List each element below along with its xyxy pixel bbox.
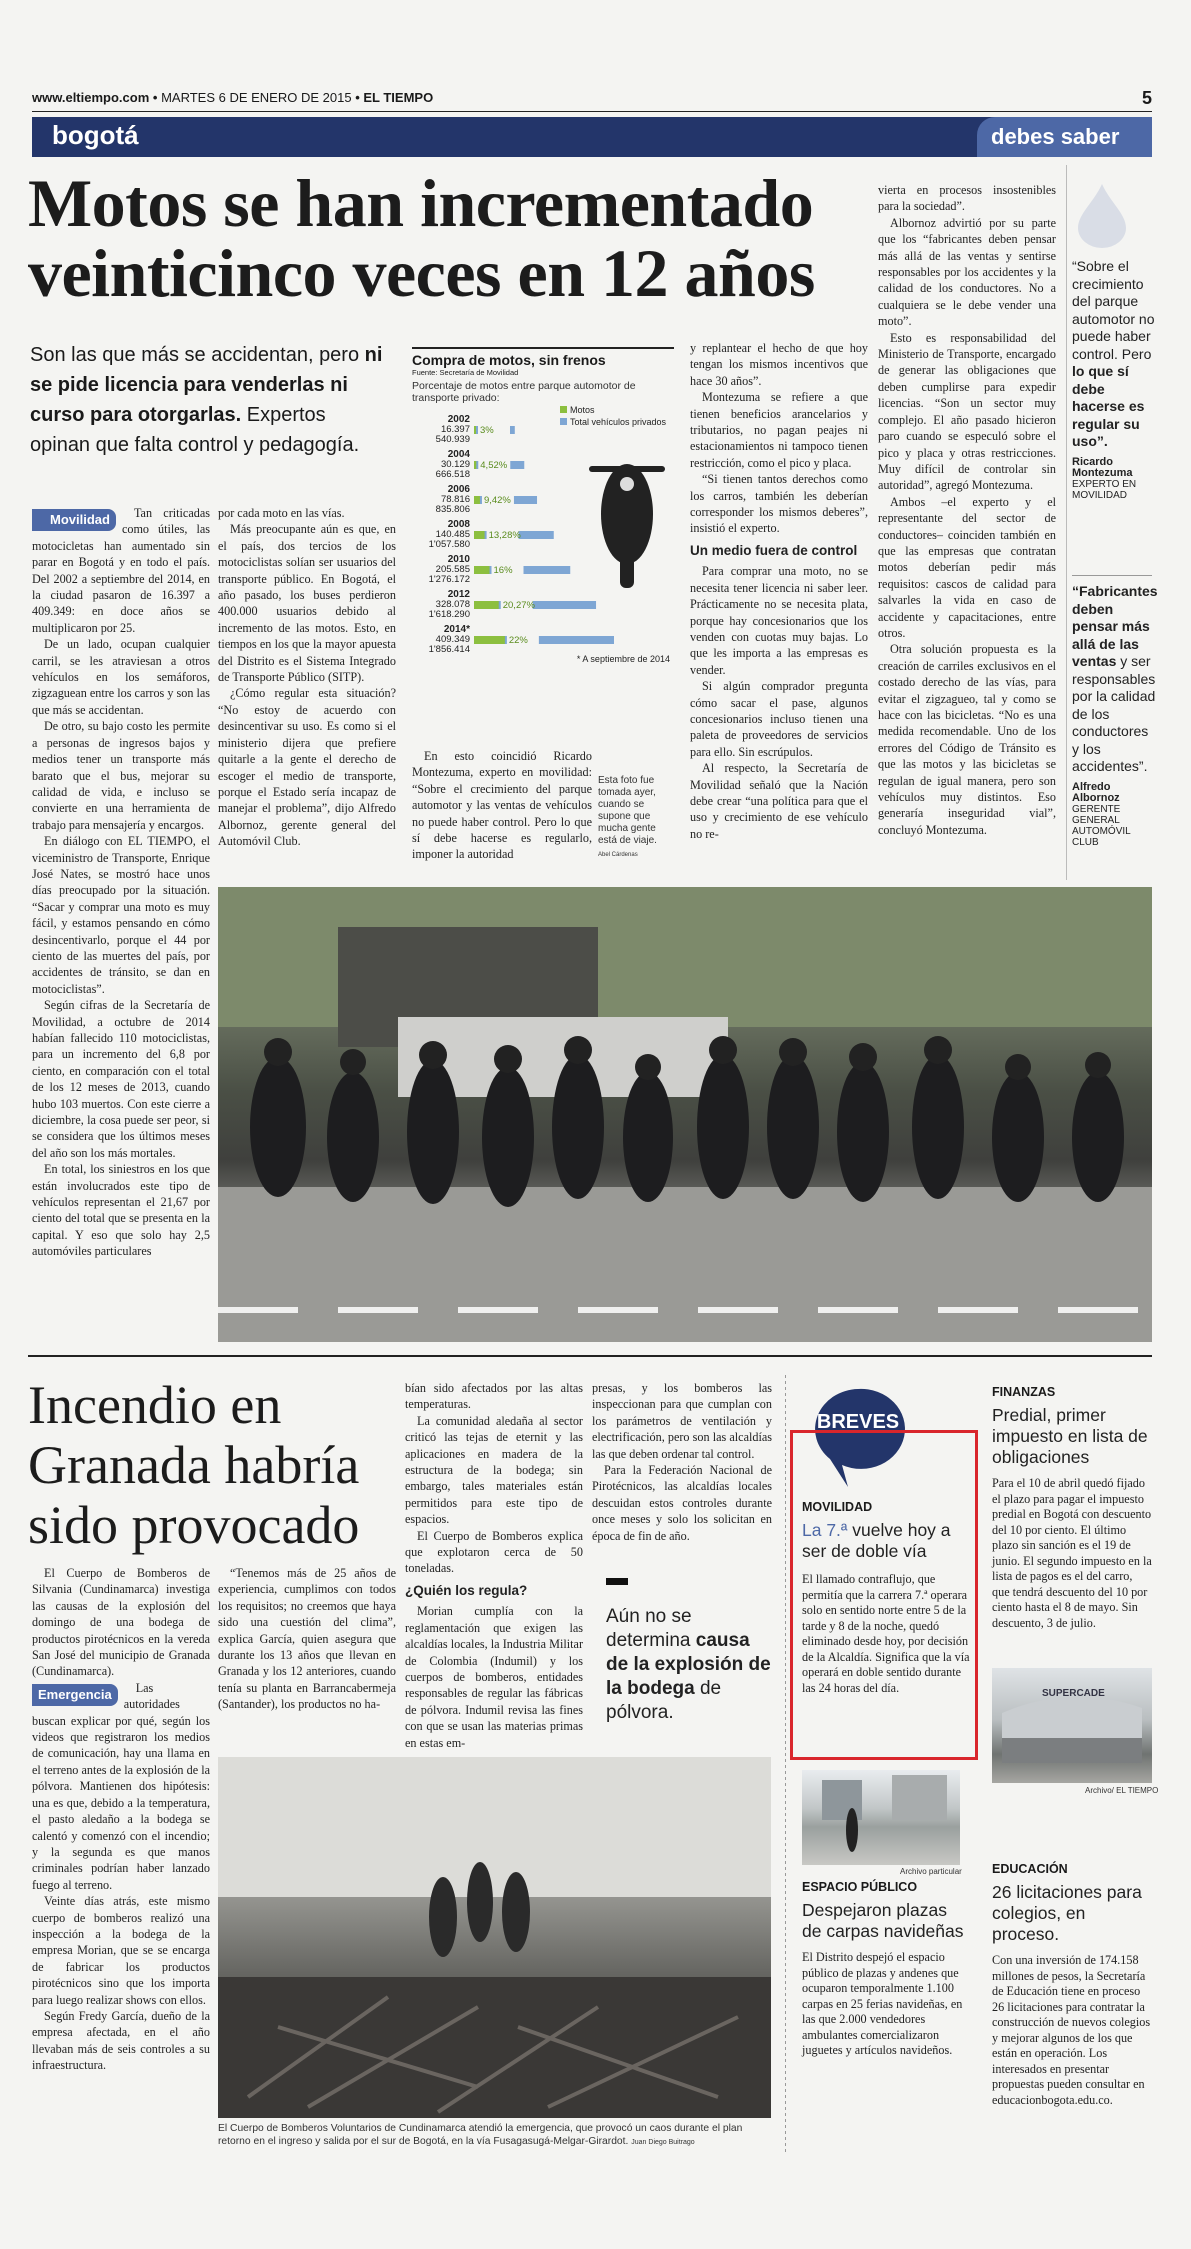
- pull-quote-mark: [606, 1578, 628, 1585]
- brief-educacion: [992, 1862, 1152, 2108]
- section-band: [32, 117, 1152, 157]
- paragraph: Si algún comprador pregunta cómo sacar el pase, algunos concesionarios incluso tienen una paleta de proveedores de servicios para ello. Sin escrúpulos.: [690, 679, 868, 759]
- pull-part: Aún no se determina: [606, 1606, 696, 1651]
- sidebar-quote-2: [1072, 583, 1157, 848]
- category-label: 2010: [447, 554, 470, 565]
- story2-column-1: [32, 1565, 210, 2074]
- emergencia-tag: Emergencia: [32, 1684, 118, 1706]
- legend-swatch-total: [560, 418, 567, 425]
- paragraph: El Cuerpo de Bomberos de Silvania (Cundinamarca) investiga las causas de la explosión del domingo de una bodega de productos pirotécnicos en la vereda San José del municipio de Granada (Cundinamarca).: [32, 1566, 210, 1679]
- paragraph: En esto coincidió Ricardo Montezuma, experto en movilidad: “Sobre el crecimiento del parque automotor y las ventas de vehículos no puede haber control. Pero lo que sí debe hacerse es regularlo, imponer la autoridad: [412, 749, 592, 862]
- paragraph: La comunidad aledaña al sector criticó las tejas de eternit y las aplicaciones en madera de la estructura de la bodega; sin embargo, tales materiales están permitidos para este tipo de espacios.: [405, 1413, 583, 1527]
- percent-label: 16%: [493, 565, 513, 576]
- brief-body: Con una inversión de 174.158 millones de pesos, la Secretaría de Educación tiene en proceso 26 licitaciones para contratar la construcción de nuevos colegios y mejorar algunos de los que están en operación. Los interesados en presentar propuestas pueden consultar en educacionbogota.edu.co.: [992, 1953, 1151, 2107]
- brief-body: Para el 10 de abril quedó fijado el plazo para pagar el impuesto predial en Bogotá con descuento del 10 por ciento. El último plazo sin sanción es el 19 de junio. El segundo impuesto en la lista de pagos es el del carro, que tendrá descuento del 10 por ciento hasta el 8 de mayo. Sin descuento, 3 de julio.: [992, 1476, 1152, 1630]
- brief-headline: 26 licitaciones para colegios, en proceso.: [992, 1882, 1142, 1944]
- pull-bold: causa de la explosión de la bodega: [606, 1630, 771, 1699]
- divider: [1072, 575, 1152, 576]
- issue-date: MARTES 6 DE ENERO DE 2015: [161, 90, 352, 105]
- brief-kicker: FINANZAS: [992, 1385, 1056, 1399]
- motos-bar: [474, 636, 505, 644]
- quote-bold: lo que sí debe hacerse es regular su uso”.: [1072, 363, 1145, 449]
- breves-label: BREVES: [816, 1411, 900, 1433]
- motos-value-label: 16.397: [440, 424, 470, 435]
- brief-kicker: ESPACIO PÚBLICO: [802, 1880, 918, 1894]
- motos-value-label: 78.816: [440, 494, 470, 505]
- supercade-sign: SUPERCADE: [1042, 1688, 1105, 1699]
- subheading: Un medio fuera de control: [690, 542, 858, 558]
- paragraph: Según cifras de la Secretaría de Movilidad, a octubre de 2014 habían fallecido 110 motociclistas, para un incremento del 6,8 por ciento, en comparación con el total de los 12 meses de 2013, cuando hubo 103 muertos. Con este cierre a diciembre, la cosa puede ser peor, si se considera que los últimos meses del año son los más mortales.: [32, 998, 210, 1160]
- total-value-label: 835.806: [435, 504, 470, 515]
- brief-headline: Predial, primer impuesto en lista de obligaciones: [992, 1405, 1148, 1467]
- paragraph: Ambos –el experto y el representante del sector de conductores– coinciden también en que las empresas que contratan motos deberían pedir más requisitos: cascos de calidad para salvarles la vida en caso de accidente y capacitaciones, entre otros.: [878, 494, 1056, 640]
- author-name: Alfredo Albornoz: [1072, 780, 1120, 804]
- chart-source: Fuente: Secretaría de Movilidad: [412, 368, 519, 377]
- paragraph: Según Fredy García, dueño de la empresa afectada, en el año llevaban más de seis controles a su infraestructura.: [32, 2008, 210, 2073]
- brief-headline: Despejaron plazas de carpas navideñas: [802, 1900, 964, 1941]
- chart-plot: [412, 404, 674, 734]
- percent-label: 13,28%: [488, 530, 521, 541]
- motorcyclists-photo: [218, 887, 1152, 1342]
- main-column-2: [218, 505, 396, 850]
- paragraph: “Si tienen tantos derechos como los carros, también les deberían corresponder los mismos deberes”, insistió el experto.: [690, 472, 868, 536]
- story2-pull-quote: [606, 1605, 771, 1725]
- column-rule: [1066, 165, 1067, 880]
- sidebar-quote-1: [1072, 258, 1157, 501]
- motos-bar: [474, 426, 476, 434]
- paragraph: bían sido afectados por las altas temperaturas.: [405, 1381, 583, 1412]
- paragraph: y replantear el hecho de que hoy tengan los mismos incentivos que hace 30 años”.: [690, 341, 868, 388]
- legend-swatch-motos: [560, 406, 567, 413]
- main-headline: Motos se han incrementado veinticinco veces en 12 años: [28, 165, 815, 311]
- section-label: bogotá: [52, 120, 139, 150]
- brief-body: El Distrito despejó el espacio público de plazas y andenes que ocuparon temporalmente 1.100 carpas en 25 ferias navideñas, en las que 2.000 vendedores ambulantes comercializaron juguetes y artículos navideños.: [802, 1950, 963, 2057]
- motorcycle-icon-light: [620, 477, 634, 491]
- page-number: 5: [1141, 88, 1152, 108]
- quote-author: [1072, 782, 1157, 848]
- paragraph: Para la Federación Nacional de Pirotécnicos, las alcaldías locales descuidan estos controles durante once meses y solo los solicitan en época de fin de año.: [592, 1463, 772, 1543]
- paragraph-text: Tan criticadas como útiles, las motocicletas han aumentado sin parar en Bogotá y en todo el país. Del 2002 a septiembre del 2014, en la ciudad pasaron de 16.397 a 409.349: en doce años se multiplicaron por 25.: [32, 506, 210, 635]
- category-label: 2008: [447, 519, 470, 530]
- section-divider: [28, 1355, 1152, 1357]
- paragraph: Al respecto, la Secretaría de Movilidad señaló que la Nación debe crear “una política para que el uso y crecimiento de ese vehículo no re-: [690, 761, 868, 841]
- brief-espacio: [802, 1880, 970, 2059]
- caption-credit: Juan Diego Buitrago: [631, 2139, 695, 2146]
- movilidad-tag: Movilidad: [32, 509, 116, 531]
- legend-label-motos: Motos: [570, 405, 595, 415]
- quote-text: [1072, 583, 1157, 776]
- author-role: GERENTE GENERAL AUTOMÓVIL CLUB: [1072, 803, 1131, 848]
- motos-bar: [474, 531, 485, 539]
- story2-column-3: [405, 1380, 583, 1751]
- paragraph: Para comprar una moto, no se necesita tener licencia ni saber leer. Prácticamente no se necesita plata, porque hay concesionarios que los venden con cuotas muy bajas. Lo que les importa a las empresas es vender.: [690, 564, 868, 677]
- brief-movilidad: [802, 1500, 970, 1696]
- motos-value-label: 409.349: [435, 634, 470, 645]
- motorcycle-icon-wheel: [620, 554, 634, 588]
- author-role: EXPERTO EN MOVILIDAD: [1072, 478, 1137, 501]
- quote-text: [1072, 258, 1157, 451]
- main-column-3: [412, 748, 592, 863]
- paragraph: Esto es responsabilidad del Ministerio de Transporte, encargado de generar las obligaciones que deben cumplirse para expedir licencias. “Son un sector muy complejo. El año pasado hicieron paro cuando se especuló sobre el pico y placa y otras restricciones. Muy difícil de controlar sin autoridad”, agregó Montezuma.: [878, 330, 1056, 493]
- category-label: 2012: [447, 589, 470, 600]
- paragraph: [32, 505, 210, 636]
- motorcycle-icon-handlebar: [589, 466, 665, 472]
- brief-headline: [802, 1520, 970, 1562]
- paragraph: Las autoridades buscan explicar por qué, según los videos que registraron los medios de comunicación, hay una llama en el terreno antes de la explosión de la pólvora. Mantienen dos hipótesis: una es que, debido a la temperatura, el pasto aledaño a la bodega se calentó y comenzó con el incendio; y la segunda es que manos criminales podrían haber lanzado fuego al terreno.: [32, 1680, 210, 1892]
- story2-headline: Incendio en Granada habría sido provocado: [28, 1375, 360, 1555]
- brief-photo-credit: Archivo particular: [900, 1867, 962, 1876]
- percent-label: 9,42%: [483, 495, 511, 506]
- category-label: 2002: [447, 414, 470, 425]
- total-value-label: 666.518: [435, 469, 470, 480]
- quote-drop-icon: [1072, 180, 1142, 250]
- brief-photo-credit: Archivo/ EL TIEMPO: [1085, 1786, 1159, 1795]
- category-label: 2004: [447, 449, 470, 460]
- subheading: ¿Quién los regula?: [405, 1582, 528, 1598]
- main-column-1: [32, 505, 210, 1260]
- motos-value-label: 30.129: [440, 459, 470, 470]
- motos-bar: [474, 496, 480, 504]
- paragraph: Otra solución propuesta es la creación de carriles exclusivos en el costado derecho de las vías, para evitar el zigzagueo, tal y como se hace con las bicicletas. “No es una medida recomendable. Uno de los errores del Código de Tránsito es que las motos y las bicicletas se regulan de igual manera, pero son vehículos muy distintos. Eso generaría inseguridad vial”, concluyó Montezuma.: [878, 642, 1056, 837]
- paragraph: ¿Cómo regular esta situación? “No estoy de acuerdo con desincentivar su uso. Es como si el ministerio dijera que prefiere quitarle a la gente el derecho de escoger el medio de transporte, porque el Estado sería incapaz de manejar el problema”, dijo Alfredo Albornoz, gerente general del Automóvil Club.: [218, 686, 396, 849]
- paragraph: por cada moto en las vías.: [218, 506, 345, 520]
- quote-part: “Sobre el crecimiento del parque automotor no puede haber control. Pero: [1072, 258, 1155, 362]
- main-column-4: [690, 340, 868, 842]
- author-name: Ricardo Montezuma: [1072, 455, 1133, 479]
- paragraph: presas, y los bomberos las inspeccionan para que cumplan con los parámetros de ventilación y electrificación, pero son las alcaldías las que deben ordenar tal control.: [592, 1381, 772, 1461]
- quote-bold: “Fabricantes deben pensar más allá de las ventas: [1072, 583, 1158, 669]
- paragraph: De un lado, ocupan cualquier carril, se les atraviesan a otros vehículos en los semáforos, zigzaguean entre los carros y son las que más se accidentan.: [32, 637, 211, 717]
- percent-label: 22%: [508, 635, 528, 646]
- brief-body: El llamado contraflujo, que permitía que la carrera 7.ª operara solo en sentido norte entre 5 de la tarde y 8 de la noche, quedó eliminado desde hoy, por decisión de la Alcaldía. Significa que la vía operará en doble sentido durante las 24 horas del día.: [802, 1572, 970, 1695]
- paragraph: vierta en procesos insostenibles para la sociedad”.: [878, 183, 1056, 214]
- total-value-label: 1'276.172: [428, 574, 470, 585]
- brief-head-part: vuelve hoy a ser de doble vía: [802, 1520, 951, 1561]
- percent-label: 3%: [480, 425, 494, 436]
- paragraph: En total, los siniestros en los que están involucrados este tipo de vehículos representan el 21,67 por ciento del total que se presenta en la capital. Y eso que solo hay 2,5 automóviles particulares: [32, 1162, 210, 1259]
- photo-note-credit: Abel Cárdenas: [598, 852, 638, 858]
- total-value-label: 1'057.580: [428, 539, 470, 550]
- debes-saber-label: debes saber: [977, 117, 1152, 157]
- paragraph: De otro, su bajo costo les permite a personas de ingresos bajos y medios tener un transporte más barato que el bus, mejorar su calidad de vida, e incluso se convierte en una herramienta de trabajo para mensajería y encargos.: [32, 719, 210, 832]
- motos-value-label: 205.585: [435, 564, 470, 575]
- brief-photo-street: [802, 1770, 960, 1865]
- paragraph: Veinte días atrás, este mismo cuerpo de bomberos realizó una inspección a la bodega de la empresa Morian, que se se encarga de fabricar los productos pirotécnicos sino que los importa para luego realizar shows con ellos.: [32, 1894, 210, 2007]
- chart-title: Compra de motos, sin frenos: [412, 347, 674, 368]
- total-value-label: 1'856.414: [428, 644, 470, 655]
- deck-bold: ni se pide licencia para venderlas ni curso para otorgarlas.: [30, 344, 383, 426]
- column-rule: [785, 1375, 786, 2155]
- percent-label: 4,52%: [480, 460, 508, 471]
- moto-chart: [412, 347, 674, 739]
- chart-footnote: * A septiembre de 2014: [576, 654, 670, 664]
- total-value-label: 540.939: [435, 434, 470, 445]
- motos-bar: [474, 566, 490, 574]
- deck-part: Expertos opinan que falta control y pedagogía.: [30, 404, 360, 456]
- brief-kicker: MOVILIDAD: [802, 1500, 873, 1514]
- fire-photo: [218, 1757, 771, 2118]
- paragraph: Más preocupante aún es que, en el país, dos tercios de los motociclistas solían ser usuarios del transporte público. En Bogotá, el año pasado, los buses perdieron 400.000 usuarios debido al incremento de las motos. Esto, en tiempos en los que la mayor apuesta del Distrito es el Sistema Integrado de Transporte Público (SITP).: [218, 522, 396, 685]
- motos-value-label: 140.485: [435, 529, 470, 540]
- main-deck: [30, 340, 390, 460]
- deck-part: Son las que más se accidentan, pero: [30, 344, 365, 366]
- quote-author: [1072, 457, 1157, 501]
- category-label: 2006: [447, 484, 470, 495]
- paragraph: “Tenemos más de 25 años de experiencia, cumplimos con todos los requisitos; no creemos que haya sido una cuestión del clima”, explica García, quien asegura que durante los 13 años que llevan en Granada y los 12 anteriores, cuando tenía su planta en Barrancabermeja (Santander), los productos no ha-: [218, 1566, 396, 1712]
- story2-column-4: [592, 1380, 772, 1544]
- site-url: www.eltiempo.com: [32, 90, 150, 105]
- paragraph: Morian cumplía con la reglamentación que exigen las alcaldías locales, la Industria Militar de Colombia (Indumil) y los cuerpos de bomberos, entidades responsables de regular las fábricas de pólvora. Indumil revisa las fines con que se usan las materias primas en estas em-: [405, 1604, 583, 1750]
- percent-label: 20,27%: [502, 600, 535, 611]
- paragraph: El Cuerpo de Bomberos explica que explotaron cerca de 50 toneladas.: [405, 1528, 583, 1576]
- caption-text: El Cuerpo de Bomberos Voluntarios de Cundinamarca atendió la emergencia, que provocó un caos durante el plan retorno en el ingreso y salida por el sur de Bogotá, en la vía Fusagasugá-Melgar-Girardot.: [218, 2123, 743, 2147]
- paper-name: EL TIEMPO: [363, 90, 434, 105]
- legend-label-total: Total vehículos privados: [570, 417, 667, 427]
- chart-description: Porcentaje de motos entre parque automotor de transporte privado:: [412, 380, 636, 404]
- paragraph: En diálogo con EL TIEMPO, el viceministro de Transporte, Enrique José Nates, se mostró hace unos días preocupado por la situación. “Sacar y comprar una moto es muy fácil, y estamos pensando en cómo desincentivarlo, porque el 44 por ciento de las muertes del país, por accidentes de tránsito, se dan en motociclistas”.: [32, 834, 210, 996]
- paragraph: Albornoz advirtió por su parte que los “fabricantes deben pensar más allá de las ventas y sentirse responsables por los accidentes y la calidad de los conductores. No a cualquiera se le debe vender una moto”.: [878, 215, 1056, 329]
- motos-value-label: 328.078: [435, 599, 470, 610]
- photo-note-text: Esta foto fue tomada ayer, cuando se supone que mucha gente está de viaje.: [598, 775, 657, 846]
- category-label: 2014*: [443, 624, 470, 635]
- main-column-5: [878, 182, 1056, 838]
- motos-bar: [474, 461, 476, 469]
- brief-kicker: EDUCACIÓN: [992, 1862, 1068, 1876]
- photo-note: [598, 775, 668, 861]
- motos-bar: [474, 601, 499, 609]
- brief-finanzas: [992, 1385, 1152, 1631]
- pull-part: de pólvora.: [606, 1678, 722, 1723]
- brief-head-part: La 7.ª: [802, 1520, 848, 1540]
- quote-part: y ser responsables por la calidad de los conductores y los accidentes”.: [1072, 653, 1156, 774]
- supercade-photo: [992, 1668, 1152, 1783]
- total-value-label: 1'618.290: [428, 609, 470, 620]
- story2-column-2: [218, 1565, 396, 1713]
- page-header: www.eltiempo.com • MARTES 6 DE ENERO DE 2015 • EL TIEMPO 5: [32, 90, 1152, 112]
- paragraph: Montezuma se refiere a que tienen beneficios arancelarios y tributarios, no pagan peajes ni estacionamientos ni tampoco tienen restricción, como el pico y placa.: [690, 390, 868, 470]
- fire-photo-caption: [218, 2122, 771, 2149]
